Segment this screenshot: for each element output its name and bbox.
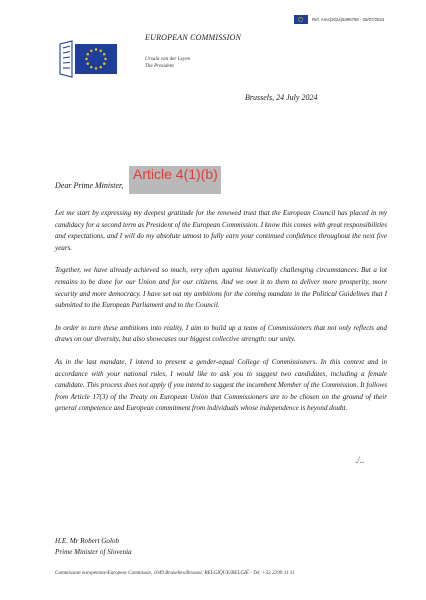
eu-flag-icon xyxy=(294,15,308,24)
eu-star-icon xyxy=(87,53,89,55)
recipient-title: Prime Minister of Slovenia xyxy=(55,548,132,556)
paragraph: Let me start by expressing my deepest gratitude for the renewed trust that the European Council has placed in my candidacy for a second term as President of the European Commission. I know this comes with great responsibilities and expectations, and I will do my absolute utmost to fully earn your continued confidence throughout the next five years. xyxy=(55,209,387,252)
eu-star-icon xyxy=(95,48,97,50)
footer-address: Commission européenne/Europese Commissie, 1049 Bruxelles/Brussel, BELGIQUE/BELGIË - Tel. +32 2299 11 11 xyxy=(55,570,295,576)
eu-star-icon xyxy=(103,63,105,65)
eu-star-icon xyxy=(100,66,102,68)
continuation-mark: ./.. xyxy=(355,455,365,465)
paragraph: As in the last mandate, I intend to present a gender-equal College of Commissioners. In this context and in accordance with your national rules, I would like to ask you to suggest two candidates, including a female candidate. This process does not apply if you intend to suggest the incumbent Member of the Commission. It follows from Article 17(3) of the Treaty on European Union that Commissioners are to be chosen on the ground of their general competence and European commitment from individuals whose independence is beyond doubt. xyxy=(55,357,387,413)
organization-name: EUROPEAN COMMISSION xyxy=(145,33,242,42)
sender-title: The President xyxy=(145,63,174,69)
eu-star-icon xyxy=(90,50,92,52)
paragraph: In order to turn these ambitions into reality, I aim to build up a team of Commissioners that not only reflects and draws on our diversity, but also showcases our biggest collective strength: our unity. xyxy=(55,323,387,344)
eu-star-icon xyxy=(95,67,97,69)
recipient-block xyxy=(55,536,132,558)
letter-body xyxy=(55,208,387,426)
eu-star-icon xyxy=(85,58,87,60)
sender-name: Ursula von der Leyen xyxy=(145,56,191,62)
eu-star-icon xyxy=(90,66,92,68)
eu-star-icon xyxy=(100,50,102,52)
eu-commission-logo-icon xyxy=(58,40,120,78)
sender-block xyxy=(145,56,190,70)
salutation: Dear Prime Minister, xyxy=(55,181,124,190)
reference-stamp xyxy=(294,15,384,24)
eu-star-icon xyxy=(103,53,105,55)
paragraph: Together, we have already achieved so much, very often against historically challenging circumstances. But a lot remains to be done for our Union and for our citizens. And we owe it to them to deliver more prosperity, more security and more democracy. I have set out my ambitions for the coming mandate in the Political Guidelines that I submitted to the European Parliament and to the Council. xyxy=(55,266,387,310)
eu-star-icon xyxy=(104,58,106,60)
date-line: Brussels, 24 July 2024 xyxy=(245,93,318,102)
recipient-name: H.E. Mr Robert Golob xyxy=(55,537,120,545)
reference-text: Ref. Ares(2024)5396758 - 25/07/2024 xyxy=(312,17,385,22)
eu-star-icon xyxy=(87,63,89,65)
redaction-label: Article 4(1)(b) xyxy=(133,166,218,182)
